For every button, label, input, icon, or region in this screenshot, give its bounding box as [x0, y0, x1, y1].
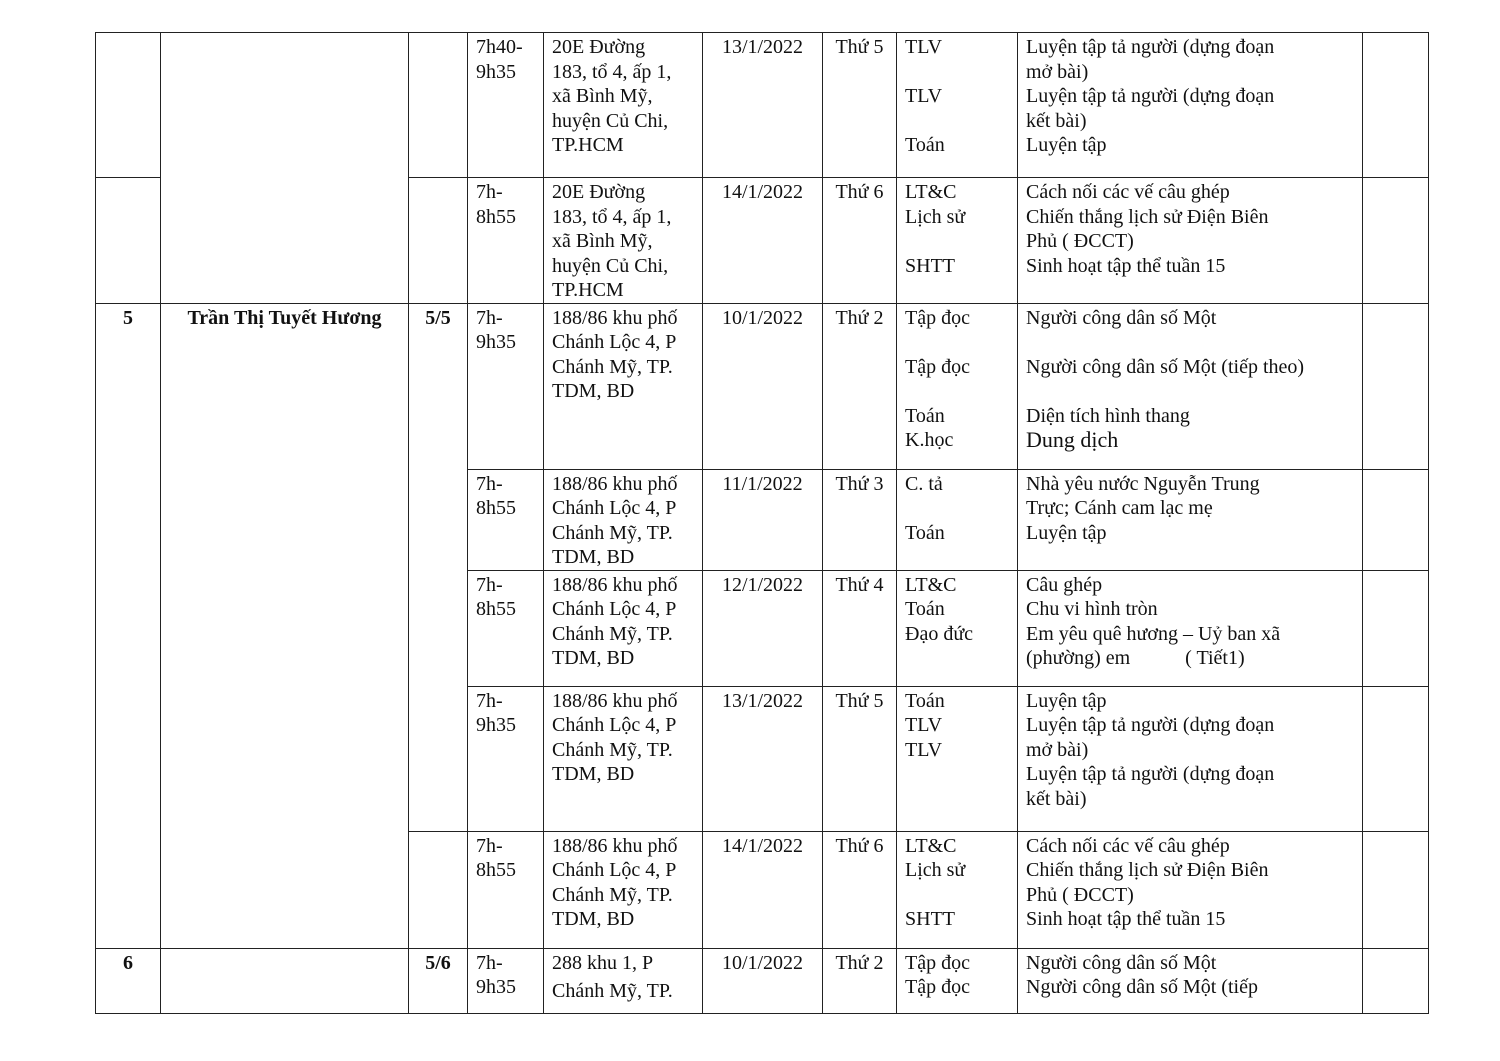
subject-line: TLV [905, 36, 943, 58]
lesson-line: Luyện tập tả người (dựng đoạn [1026, 36, 1275, 58]
subject-line: Lịch sử [905, 859, 966, 881]
subject-line: Tập đọc [905, 306, 970, 329]
note-cell [1363, 831, 1429, 948]
stt-cell: 5 [96, 303, 161, 948]
subject-line: LT&C [905, 834, 957, 857]
address-line: 183, tổ 4, ấp 1, [552, 60, 672, 83]
time-line: 8h55 [476, 859, 516, 881]
address-line: xã Bình Mỹ, [552, 230, 653, 252]
address-line: TP.HCM [552, 134, 624, 156]
subject-line [905, 379, 1009, 404]
lesson-line: Câu ghép [1026, 573, 1103, 596]
subject-cell [897, 570, 1018, 686]
subject-line [905, 229, 1009, 254]
note-cell [1363, 33, 1429, 178]
time-line: 7h- [476, 951, 503, 974]
subject-cell [897, 303, 1018, 469]
time-line: 9h35 [476, 976, 516, 998]
lesson-line: Em yêu quê hương – Uỷ ban xã [1026, 622, 1281, 645]
time-cell [468, 570, 544, 686]
lesson-cell [1018, 33, 1363, 178]
address-line: 183, tổ 4, ấp 1, [552, 205, 672, 228]
lesson-cell [1018, 831, 1363, 948]
address-line: xã Bình Mỹ, [552, 85, 653, 107]
weekday-cell: Thứ 2 [823, 948, 897, 1013]
address-line: 20E Đường [552, 181, 646, 203]
address-line: 288 khu 1, P [552, 951, 654, 974]
address-line: Chánh Mỹ, TP. [552, 622, 673, 645]
note-cell [1363, 469, 1429, 570]
lesson-line: kết bài) [1026, 109, 1087, 132]
lesson-line: Người công dân số Một [1026, 306, 1217, 329]
lesson-line: Trực; Cánh cam lạc mẹ [1026, 497, 1213, 519]
lesson-line: Diện tích hình thang [1026, 404, 1190, 427]
time-line: 9h35 [476, 331, 516, 353]
subject-line [905, 60, 1009, 85]
stt-cell [96, 178, 161, 304]
lesson-line: Người công dân số Một [1026, 951, 1217, 974]
table-row [96, 948, 1429, 1013]
time-line: 7h40- [476, 36, 523, 58]
address-line: Chánh Lộc 4, P [552, 331, 677, 353]
lesson-line: Chu vi hình tròn [1026, 598, 1158, 620]
subject-line: Toán [905, 521, 945, 544]
subject-line [905, 109, 1009, 134]
time-line: 7h- [476, 306, 503, 329]
address-line: Chánh Mỹ, TP. [552, 355, 673, 378]
time-line: 8h55 [476, 598, 516, 620]
address-line: 20E Đường [552, 36, 646, 58]
address-line: Chánh Lộc 4, P [552, 714, 677, 736]
lesson-line: Luyện tập [1026, 689, 1107, 712]
subject-line [905, 496, 1009, 521]
subject-cell [897, 178, 1018, 304]
subject-line: LT&C [905, 573, 957, 596]
date-cell: 12/1/2022 [703, 570, 823, 686]
class-cell [409, 831, 468, 948]
lesson-line: mở bài) [1026, 738, 1089, 761]
subject-line: Toán [905, 689, 945, 712]
subject-line: TLV [905, 738, 943, 761]
subject-line: TLV [905, 714, 943, 736]
lesson-line: Người công dân số Một (tiếp [1026, 976, 1258, 998]
address-line: TDM, BD [552, 647, 635, 669]
time-cell [468, 831, 544, 948]
lesson-line [1026, 330, 1354, 355]
table-row [96, 303, 1429, 469]
time-cell [468, 178, 544, 304]
address-cell [544, 178, 703, 304]
address-cell [544, 303, 703, 469]
subject-line: Tập đọc [905, 976, 970, 998]
lesson-cell [1018, 570, 1363, 686]
address-cell [544, 33, 703, 178]
address-line: TP.HCM [552, 279, 624, 301]
time-cell [468, 686, 544, 831]
time-line: 7h- [476, 689, 503, 712]
address-cell [544, 948, 703, 1013]
subject-cell [897, 686, 1018, 831]
lesson-cell [1018, 178, 1363, 304]
address-line: Chánh Lộc 4, P [552, 497, 677, 519]
note-cell [1363, 178, 1429, 304]
teacher-cell [161, 33, 409, 304]
weekday-cell: Thứ 6 [823, 831, 897, 948]
subject-cell [897, 948, 1018, 1013]
address-line: Chánh Lộc 4, P [552, 598, 677, 620]
subject-line: C. tả [905, 472, 943, 495]
time-cell [468, 948, 544, 1013]
address-line: Chánh Lộc 4, P [552, 859, 677, 881]
lesson-line: Sinh hoạt tập thể tuần 15 [1026, 254, 1226, 277]
lesson-line: Người công dân số Một (tiếp theo) [1026, 355, 1305, 378]
subject-cell [897, 831, 1018, 948]
date-cell: 13/1/2022 [703, 686, 823, 831]
time-cell [468, 33, 544, 178]
date-cell: 13/1/2022 [703, 33, 823, 178]
time-line: 7h- [476, 834, 503, 857]
address-line: 188/86 khu phố [552, 689, 678, 712]
note-cell [1363, 570, 1429, 686]
subject-line: TLV [905, 85, 943, 107]
subject-line [905, 330, 1009, 355]
subject-cell [897, 469, 1018, 570]
subject-line: Toán [905, 598, 945, 620]
address-line: TDM, BD [552, 763, 635, 785]
lesson-line: (phường) em ( Tiết1) [1026, 647, 1245, 669]
subject-cell [897, 33, 1018, 178]
lesson-cell [1018, 469, 1363, 570]
teacher-name: Trần Thị Tuyết Hương [161, 303, 409, 948]
teacher-name [161, 948, 409, 1013]
lesson-line [1026, 379, 1354, 404]
weekday-cell: Thứ 2 [823, 303, 897, 469]
address-line: TDM, BD [552, 908, 635, 930]
time-line: 9h35 [476, 714, 516, 736]
lesson-line: Cách nối các vế câu ghép [1026, 834, 1230, 857]
subject-line: Toán [905, 404, 945, 427]
address-line: TDM, BD [552, 546, 635, 568]
address-line: 188/86 khu phố [552, 306, 678, 329]
schedule-table [95, 32, 1429, 1014]
lesson-line: Dung dịch [1026, 427, 1119, 452]
note-cell [1363, 303, 1429, 469]
stt-cell: 6 [96, 948, 161, 1013]
time-line: 8h55 [476, 205, 516, 228]
date-cell: 14/1/2022 [703, 178, 823, 304]
lesson-line: Luyện tập [1026, 521, 1107, 544]
table-row [96, 33, 1429, 178]
lesson-line: Luyện tập tả người (dựng đoạn [1026, 763, 1275, 785]
subject-line: Toán [905, 134, 945, 156]
address-line: huyện Củ Chi, [552, 254, 669, 277]
lesson-line: Luyện tập [1026, 134, 1107, 156]
lesson-line: Nhà yêu nước Nguyễn Trung [1026, 472, 1260, 495]
subject-line: Lịch sử [905, 205, 966, 228]
time-line: 8h55 [476, 497, 516, 519]
class-cell: 5/6 [409, 948, 468, 1013]
subject-line: Đạo đức [905, 622, 974, 645]
lesson-line: Cách nối các vế câu ghép [1026, 181, 1230, 203]
address-line: 188/86 khu phố [552, 834, 678, 857]
stt-cell [96, 33, 161, 178]
subject-line: LT&C [905, 181, 957, 203]
class-cell: 5/5 [409, 303, 468, 831]
time-line: 7h- [476, 573, 503, 596]
subject-line [905, 883, 1009, 908]
lesson-line: Phủ ( ĐCCT) [1026, 883, 1134, 906]
date-cell: 14/1/2022 [703, 831, 823, 948]
address-line: Chánh Mỹ, TP. [552, 738, 673, 761]
time-cell [468, 303, 544, 469]
address-line: 188/86 khu phố [552, 472, 678, 495]
class-cell [409, 33, 468, 178]
address-cell [544, 831, 703, 948]
weekday-cell: Thứ 6 [823, 178, 897, 304]
lesson-cell [1018, 948, 1363, 1013]
lesson-line: mở bài) [1026, 60, 1089, 83]
weekday-cell: Thứ 3 [823, 469, 897, 570]
address-cell [544, 570, 703, 686]
lesson-line: Luyện tập tả người (dựng đoạn [1026, 714, 1275, 736]
address-line: 188/86 khu phố [552, 573, 678, 596]
note-cell [1363, 686, 1429, 831]
time-line: 7h- [476, 472, 503, 495]
address-cell [544, 686, 703, 831]
subject-line: SHTT [905, 908, 955, 930]
subject-line: Tập đọc [905, 355, 970, 378]
address-line: Chánh Mỹ, TP. [552, 980, 673, 1002]
address-cell [544, 469, 703, 570]
weekday-cell: Thứ 4 [823, 570, 897, 686]
class-cell [409, 178, 468, 304]
subject-line: SHTT [905, 254, 955, 277]
time-line: 9h35 [476, 60, 516, 83]
lesson-line: kết bài) [1026, 787, 1087, 810]
date-cell: 11/1/2022 [703, 469, 823, 570]
lesson-line: Chiến thắng lịch sử Điện Biên [1026, 205, 1269, 228]
subject-line: K.học [905, 429, 954, 451]
time-cell [468, 469, 544, 570]
note-cell [1363, 948, 1429, 1013]
lesson-cell [1018, 303, 1363, 469]
date-cell: 10/1/2022 [703, 948, 823, 1013]
time-line: 7h- [476, 181, 503, 203]
subject-line: Tập đọc [905, 951, 970, 974]
weekday-cell: Thứ 5 [823, 686, 897, 831]
address-line: Chánh Mỹ, TP. [552, 883, 673, 906]
address-line: TDM, BD [552, 380, 635, 402]
address-line: Chánh Mỹ, TP. [552, 521, 673, 544]
lesson-cell [1018, 686, 1363, 831]
address-line: huyện Củ Chi, [552, 109, 669, 132]
lesson-line: Chiến thắng lịch sử Điện Biên [1026, 859, 1269, 881]
lesson-line: Luyện tập tả người (dựng đoạn [1026, 85, 1275, 107]
weekday-cell: Thứ 5 [823, 33, 897, 178]
lesson-line: Phủ ( ĐCCT) [1026, 230, 1134, 252]
date-cell: 10/1/2022 [703, 303, 823, 469]
lesson-line: Sinh hoạt tập thể tuần 15 [1026, 908, 1226, 930]
